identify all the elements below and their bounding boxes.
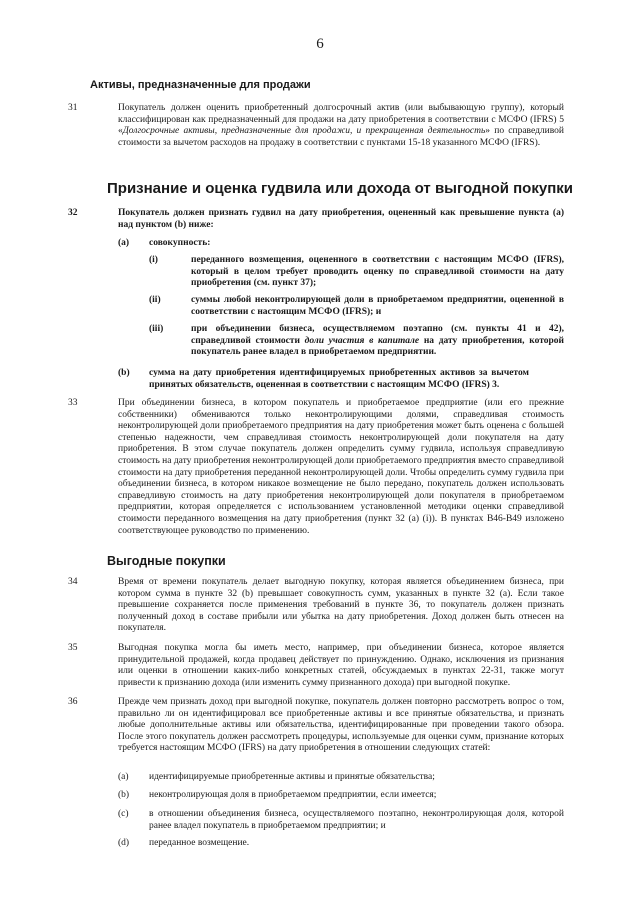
page-number: 6 [316, 36, 324, 52]
paragraph-35: Выгодная покупка могла бы иметь место, например, при объединении бизнеса, которое является принудительной продажей, когда продавец действует по принуждению. Однако, исключения из признания или оценки в отношении каких-либо конкретных статей, обсуждаемых в пунктах 22-31, также могут привести к признанию дохода (или изменить сумму признанного дохода) при выгодной покупке. [118, 643, 564, 688]
paragraph-34: Время от времени покупатель делает выгодную покупку, которая является объединением бизнеса, при котором сумма в пункте 32 (b) превышает совокупность сумм, указанных в пункте 32 (a). Если такое превышение сохраняется после применения требований в пункте 36, то покупатель должен признать полученный доход в составе прибыли или убытка на дату приобретения. Доход должен быть отнесен на покупателя. [118, 577, 564, 634]
item-label: (a) [118, 772, 129, 782]
item-iii-text: при объединении бизнеса, осуществляемом поэтапно (см. пункты 41 и 42), справедливой стоимости доли участия в капитале на дату приобретения, которой покупатель ранее владел в приобретаемом предприятии. [191, 324, 564, 358]
item-label: (iii) [149, 324, 164, 334]
item-b-text: неконтролирующая доля в приобретаемом предприятии, если имеется; [149, 790, 437, 800]
paragraph-36: Прежде чем признать доход при выгодной покупке, покупатель должен повторно рассмотреть вопрос о том, правильно ли он идентифицировал все приобретенные активы и все принятые обязательства, и признать любые дополнительные активы или обязательства, идентифицированные при проведении такого обзора. После этого покупатель должен рассмотреть процедуры, используемые для оценки сумм, признание которых требуется настоящим МСФО (IFRS) на дату приобретения в отношении следующих статей: [118, 697, 564, 754]
item-a-text: совокупность: [149, 238, 211, 248]
paragraph-number: 31 [68, 103, 78, 113]
item-label: (a) [118, 238, 130, 248]
item-c-text: в отношении объединения бизнеса, осуществляемого поэтапно, неконтролирующая доля, которой ранее владел покупатель в приобретаемом предприятии; и [149, 809, 564, 831]
section-title-goodwill: Признание и оценка гудвила или дохода от выгодной покупки [107, 180, 573, 197]
item-a-text: идентифицируемые приобретенные активы и принятые обязательства; [149, 772, 435, 782]
item-i-text: переданного возмещения, оцененного в соответствии с настоящим МСФО (IFRS), который в целом требует проводить оценку по справедливой стоимости на дату приобретения (см. пункт 37); [191, 255, 564, 289]
item-b-text: сумма на дату приобретения идентифицируемых приобретенных активов за вычетом принятых обязательств, оцененная в соответствии с настоящим МСФО (IFRS) 3. [149, 368, 529, 390]
paragraph-31: Покупатель должен оценить приобретенный долгосрочный актив (или выбывающую группу), который классифицирован как предназначенный для продажи на дату приобретения в соответствии с МСФО (IFRS) 5 «Долгосрочные активы, предназначенные для продажи, и прекращенная деятельность» по справедливой стоимости за вычетом расходов на продажу в соответствии с пунктами 15-18 указанного МСФО (IFRS). [118, 103, 564, 148]
item-label: (d) [118, 838, 130, 848]
item-d-text: переданное возмещение. [149, 838, 250, 848]
paragraph-number: 34 [68, 577, 78, 587]
item-label: (b) [118, 368, 130, 378]
paragraph-32-intro: Покупатель должен признать гудвил на дату приобретения, оцененный как превышение пункта (a) над пунктом (b) ниже: [118, 208, 564, 230]
item-ii-text: суммы любой неконтролирующей доли в приобретаемом предприятии, оцененной в соответствии с настоящим МСФО (IFRS); и [191, 295, 564, 317]
item-label: (c) [118, 809, 129, 819]
section-title-assets: Активы, предназначенные для продажи [90, 79, 311, 91]
paragraph-number: 36 [68, 697, 78, 707]
item-label: (ii) [149, 295, 161, 305]
item-label: (b) [118, 790, 130, 800]
paragraph-number: 32 [68, 208, 78, 218]
item-label: (i) [149, 255, 158, 265]
paragraph-number: 33 [68, 398, 78, 408]
section-title-bargain: Выгодные покупки [107, 554, 226, 568]
paragraph-number: 35 [68, 643, 78, 653]
paragraph-33: При объединении бизнеса, в котором покупатель и приобретаемое предприятие (или его прежние собственники) обмениваются только неконтролирующими долями, справедливая стоимость неконтролирующей доли приобретаемого предприятия на дату приобретения может быть оценена с большей степенью надежности, чем справедливая стоимость неконтролирующей доли покупателя на дату приобретения. В этом случае покупатель должен определить сумму гудвила, используя справедливую стоимость на дату приобретения неконтролирующей доли приобретаемого предприятия вместо справедливой стоимости на дату приобретения переданной неконтролирующей доли. Чтобы определить сумму гудвила при объединении бизнеса, в котором никакое возмещение не было передано, покупатель должен использовать справедливую стоимость на дату приобретения неконтролирующей доли покупателя в приобретаемом предприятии, которая определяется с использованием установленной методики оценки справедливой стоимости переданного возмещения на дату приобретения (пункт 32 (a) (i)). В пунктах B46-B49 изложено соответствующее руководство по применению. [118, 398, 564, 536]
